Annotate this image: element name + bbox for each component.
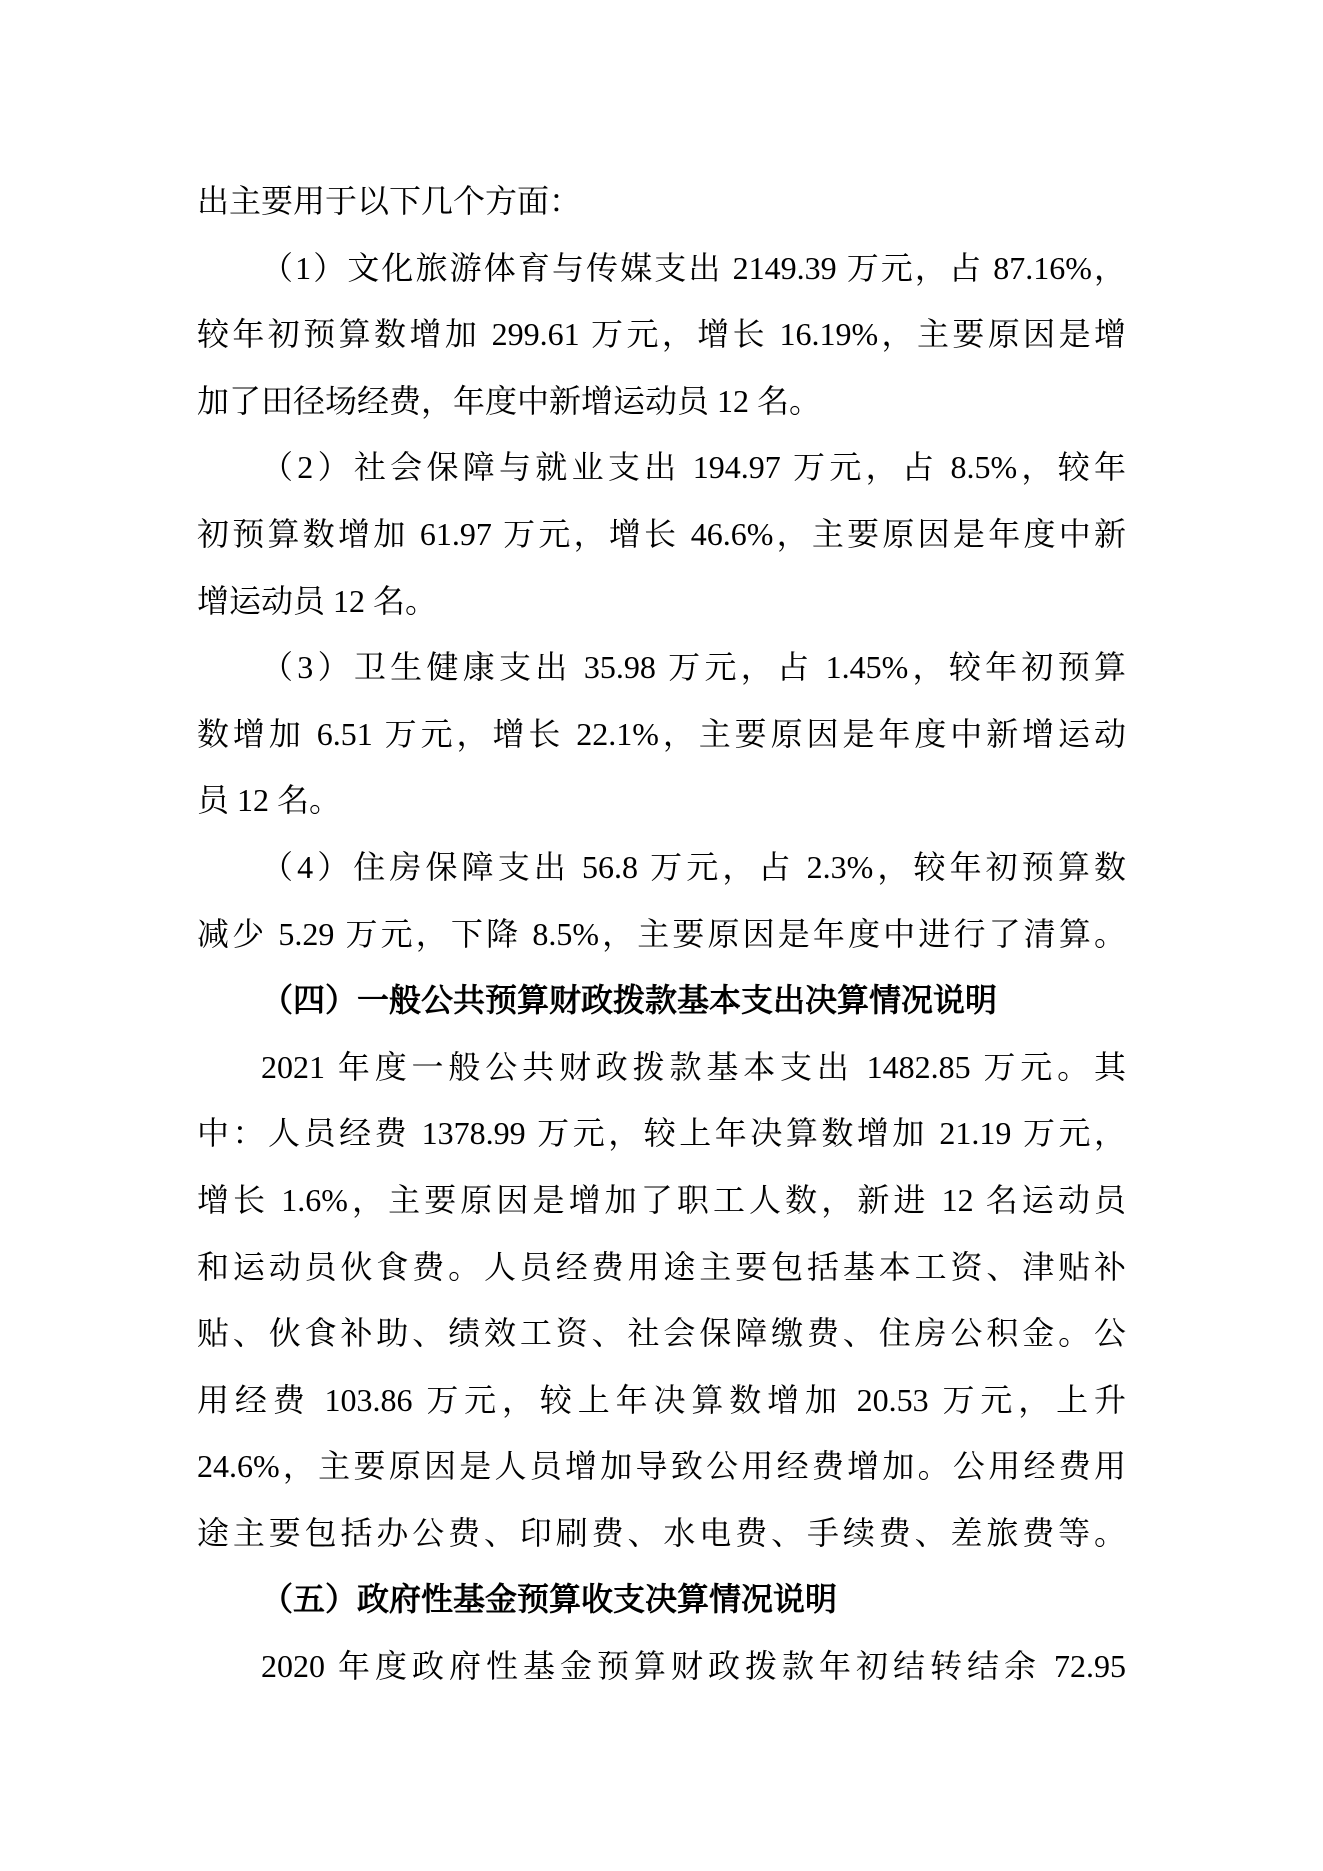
- text-line: 初预算数增加 61.97 万元，增长 46.6%，主要原因是年度中新: [197, 515, 1126, 552]
- text-line: 增长 1.6%，主要原因是增加了职工人数，新进 12 名运动员: [197, 1181, 1126, 1218]
- text-line: 和运动员伙食费。人员经费用途主要包括基本工资、津贴补: [197, 1248, 1126, 1285]
- text-line: 减少 5.29 万元，下降 8.5%，主要原因是年度中进行了清算。: [197, 915, 1126, 952]
- section-heading: （五）政府性基金预算收支决算情况说明: [261, 1581, 838, 1618]
- text-line: 员 12 名。: [197, 782, 342, 819]
- text-line: 较年初预算数增加 299.61 万元，增长 16.19%，主要原因是增: [197, 316, 1126, 353]
- text-line: 加了田径场经费，年度中新增运动员 12 名。: [197, 382, 822, 419]
- document-body: [197, 168, 1126, 1700]
- text-line: 贴、伙食补助、绩效工资、社会保障缴费、住房公积金。公: [197, 1315, 1126, 1352]
- text-line: （4）住房保障支出 56.8 万元，占 2.3%，较年初预算数: [261, 848, 1126, 885]
- text-line: 2020 年度政府性基金预算财政拨款年初结转结余 72.95: [261, 1648, 1126, 1685]
- text-line: 2021 年度一般公共财政拨款基本支出 1482.85 万元。其: [261, 1048, 1126, 1085]
- text-line: 途主要包括办公费、印刷费、水电费、手续费、差旅费等。: [197, 1514, 1126, 1551]
- text-line: 24.6%，主要原因是人员增加导致公用经费增加。公用经费用: [197, 1448, 1126, 1485]
- text-line: 增运动员 12 名。: [197, 582, 438, 619]
- text-line: 出主要用于以下几个方面：: [197, 183, 582, 219]
- text-line: （3）卫生健康支出 35.98 万元，占 1.45%，较年初预算: [261, 649, 1126, 686]
- text-line: 中：人员经费 1378.99 万元，较上年决算数增加 21.19 万元，: [197, 1115, 1126, 1152]
- text-line: （2）社会保障与就业支出 194.97 万元，占 8.5%，较年: [261, 449, 1126, 486]
- text-line: 数增加 6.51 万元，增长 22.1%，主要原因是年度中新增运动: [197, 715, 1126, 752]
- text-line: （1）文化旅游体育与传媒支出 2149.39 万元，占 87.16%，: [261, 249, 1126, 286]
- text-line: 用经费 103.86 万元，较上年决算数增加 20.53 万元，上升: [197, 1381, 1126, 1418]
- section-heading: （四）一般公共预算财政拨款基本支出决算情况说明: [261, 982, 998, 1019]
